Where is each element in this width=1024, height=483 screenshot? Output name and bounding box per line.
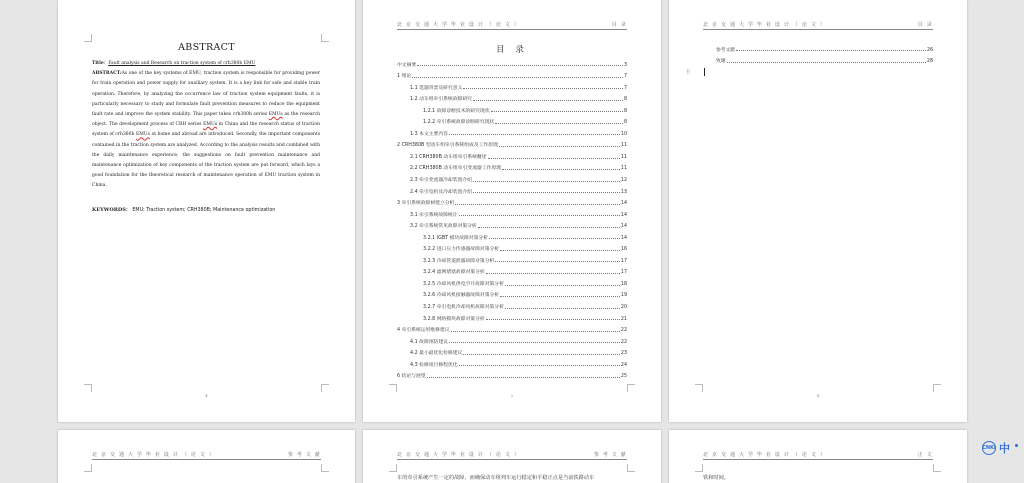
toc-entry[interactable] — [397, 287, 627, 299]
corner-mark — [695, 384, 703, 392]
toc-entry-label: 3.1 牵引系统故障统计 — [410, 212, 458, 218]
toc-entry-page: 11 — [620, 154, 627, 160]
toc-entry-page: 10 — [620, 131, 627, 137]
toc-leader-dots — [505, 308, 620, 309]
header-section: 参 考 文 献 — [593, 452, 627, 458]
body-text[interactable]: 车的牵引系统产生一定的故障，而确保动车组列车运行稳定和平稳正点是当前铁路动车 — [397, 475, 595, 481]
corner-mark — [627, 384, 635, 392]
toc-entry[interactable] — [397, 298, 627, 310]
header-school: 北 京 交 通 大 学 毕 业 设 计 （ 论 文 ） — [92, 452, 216, 458]
toc-entry-page: 16 — [620, 247, 627, 253]
toc-entry[interactable] — [703, 53, 933, 65]
toc-leader-dots — [473, 192, 620, 193]
toc-entry-label: 4.3 检修项目修程优化 — [410, 362, 458, 368]
toc-entry-page: 11 — [620, 143, 627, 149]
toc-list — [397, 56, 627, 379]
toc-entry[interactable] — [397, 79, 627, 91]
page-header — [92, 451, 321, 460]
header-school: 北 京 交 通 大 学 毕 业 设 计 （ 论 文 ） — [703, 452, 827, 458]
toc-leader-dots — [459, 365, 620, 366]
toc-leader-dots — [486, 273, 620, 274]
toc-entry-label: 3.2.5 冷却风机供电空开故障对策分析 — [423, 281, 504, 287]
page-number: 4 — [816, 393, 820, 398]
toc-leader-dots — [451, 331, 620, 332]
page-body — [669, 430, 967, 483]
toc-title: 目 录 — [496, 45, 528, 55]
header-section: 正 文 — [917, 452, 933, 458]
page-abstract — [58, 0, 355, 422]
toc-entry[interactable] — [397, 322, 627, 334]
toc-leader-dots — [500, 296, 620, 297]
title-line: Title：Fault analysis and Research on traction system of crh380b EMU — [92, 61, 256, 66]
header-section: 参 考 文 献 — [287, 452, 321, 458]
toc-entry-label: 2 CRH380B 型动车组牵引系统组成及工作原理 — [397, 143, 498, 149]
toc-leader-dots — [473, 100, 623, 101]
toc-entry-label: 3.2 牵引系统常见故障对策分析 — [410, 224, 477, 230]
toc-entry-label: 3 牵引系统故障树建立分析 — [397, 201, 455, 207]
toc-entry[interactable] — [397, 310, 627, 322]
corner-mark — [389, 384, 397, 392]
header-section: 目 录 — [611, 22, 627, 28]
page-number: 4 — [205, 393, 208, 398]
keywords-line: KEYWORDS： EMU; Traction system; CRH380B; Maintenance optimization — [92, 207, 276, 213]
toc-entry[interactable] — [397, 275, 627, 287]
toc-entry-page: 8 — [623, 97, 627, 103]
toc-entry-label: 1.2.1 故障诊断技术的研究现状 — [423, 108, 490, 114]
toc-entry[interactable] — [397, 218, 627, 230]
toc-entry-label: 3.2.2 进口压力传感器故障对策分析 — [423, 247, 500, 253]
toc-entry[interactable] — [397, 345, 627, 357]
toc-entry-page: 12 — [620, 178, 627, 184]
toc-entry-page: 26 — [926, 47, 933, 53]
toc-entry-label: 3.2.8 网络模块故障对策分析 — [423, 316, 485, 322]
page-body — [363, 430, 661, 483]
toc-entry[interactable] — [397, 160, 627, 172]
toc-leader-dots — [495, 261, 620, 262]
toc-leader-dots — [463, 88, 623, 89]
toc-entry-page: 20 — [620, 305, 627, 311]
toc-entry[interactable] — [397, 264, 627, 276]
toc-entry-label: 参考文献 — [716, 47, 736, 53]
toc-entry-page: 22 — [620, 328, 627, 334]
toc-entry[interactable] — [397, 68, 627, 80]
toc-list — [703, 41, 933, 64]
page-header — [397, 21, 627, 30]
toc-entry-label: 1.2 动车组牵引系统故障研究 — [410, 97, 472, 103]
corner-mark — [933, 384, 941, 392]
toc-leader-dots — [449, 134, 620, 135]
toc-entry-page: 22 — [620, 339, 627, 345]
toc-entry[interactable] — [397, 102, 627, 114]
toc-entry-label: 1 绪论 — [397, 74, 412, 80]
toc-leader-dots — [488, 158, 620, 159]
toc-entry-label: 3.2.7 牵引电机冷却风机故障对策分析 — [423, 305, 504, 311]
floating-tool-badge[interactable] — [982, 440, 1018, 456]
toc-entry-label: 1.3 本文主要内容 — [410, 131, 448, 137]
toc-entry-label: 2.1 CRH380B 动车组牵引系统概述 — [410, 154, 487, 160]
toc-entry[interactable] — [397, 91, 627, 103]
header-school: 北 京 交 通 大 学 毕 业 设 计 （ 论 文 ） — [397, 452, 521, 458]
corner-mark — [695, 464, 703, 472]
abstract-title: ABSTRACT — [178, 42, 235, 53]
toc-entry-label: 3.2.1 IGBT 模块故障对策分析 — [423, 235, 488, 241]
toc-leader-dots — [502, 169, 620, 170]
toc-entry[interactable] — [397, 206, 627, 218]
toc-leader-dots — [489, 238, 620, 239]
toc-entry-label: 1.2.2 牵引系统故障诊断研究现状 — [423, 120, 495, 126]
page-toc — [363, 0, 661, 422]
toc-entry-page: 3 — [623, 62, 627, 68]
header-school: 北 京 交 通 大 学 毕 业 设 计 （ 论 文 ） — [397, 22, 521, 28]
toc-leader-dots — [499, 146, 620, 147]
toc-entry[interactable] — [397, 368, 627, 380]
abstract-body[interactable] — [92, 59, 320, 192]
toc-entry-page: 14 — [620, 235, 627, 241]
abstract-paragraph: ABSTRACT:As one of the key systems of EMU, traction system is responsible for providing power for train operation and power supply for auxiliary system. It is a key link for safe and stable train operation. Therefore, by analyzing the occurrence law of traction system equipment faults, it is particularly necessary to study and formulate fault prevention measures to reduce the equipment fault rate and improve the system stability. This paper takes crh380b series EMUs as the research object. The development process of CRH series EMUs in China and the research status of traction system of crh380b EMUs at home and abroad are introduced. Secondly, the important components contained in the traction system are analyzed. According to the analysis results and combined with the daily maintenance experience, the suggestions on fault prevention maintenance and maintenance optimization of key components of the traction system are put forward, which lays a good foundation for the theoretical research of maintenance operation of EMU traction system in China. — [92, 71, 321, 189]
toc-entry-page: 18 — [620, 281, 627, 287]
corner-mark — [321, 34, 329, 42]
toc-entry-label: 2.2 CRH380B 动车组牵引变流器工作原理 — [410, 166, 501, 172]
toc-entry[interactable] — [397, 148, 627, 160]
corner-mark — [84, 34, 92, 42]
toc-leader-dots — [463, 354, 620, 355]
toc-entry-page: 14 — [620, 212, 627, 218]
toc-leader-dots — [500, 250, 620, 251]
toc-entry[interactable] — [397, 241, 627, 253]
toc-leader-dots — [449, 342, 620, 343]
toc-leader-dots — [491, 111, 623, 112]
toc-entry-label: 4 牵引系统运用维修建议 — [397, 328, 450, 334]
toc-entry-page: 17 — [620, 270, 627, 276]
header-school: 北 京 交 通 大 学 毕 业 设 计 （ 论 文 ） — [703, 22, 827, 28]
language-badge-label[interactable]: 中 — [999, 442, 1010, 455]
corner-mark — [933, 464, 941, 472]
toc-entry-page: 25 — [620, 374, 627, 380]
text-cursor — [704, 68, 705, 76]
toc-entry-page: 7 — [623, 74, 627, 80]
toc-leader-dots — [736, 50, 926, 51]
corner-mark — [84, 464, 92, 472]
toc-entry-page: 7 — [623, 85, 627, 91]
body-text[interactable]: 铁和时间。 — [703, 475, 729, 481]
toc-entry-label: 中文摘要 — [397, 62, 417, 68]
toc-entry-label: 3.2.3 冷却管道泄露故障对策分析 — [423, 258, 495, 264]
toc-entry-page: 13 — [620, 189, 627, 195]
toc-entry-page: 8 — [623, 120, 627, 126]
toc-entry-label: 致谢 — [716, 59, 726, 65]
toc-entry-label: 2.4 牵引电机及冷却装置介绍 — [410, 189, 472, 195]
badge-dot-icon — [1015, 444, 1018, 447]
toc-entry[interactable] — [397, 56, 627, 68]
toc-entry-label: 4.1 故障预防建议 — [410, 339, 448, 345]
toc-leader-dots — [412, 77, 623, 78]
toc-entry[interactable] — [703, 41, 933, 53]
cnki-logo-icon[interactable]: CNKI — [982, 441, 996, 455]
toc-entry-page: 21 — [620, 316, 627, 322]
page-header — [397, 451, 627, 460]
corner-mark — [389, 464, 397, 472]
page-references — [58, 430, 355, 483]
toc-leader-dots — [505, 285, 620, 286]
keywords-value: EMU; Traction system; CRH380B; Maintenance optimization — [132, 208, 276, 213]
header-section: 目 录 — [917, 22, 933, 28]
page-header — [703, 451, 933, 460]
toc-entry[interactable] — [397, 137, 627, 149]
toc-leader-dots — [473, 181, 620, 182]
toc-entry-page: 8 — [623, 108, 627, 114]
corner-mark — [321, 464, 329, 472]
toc-entry-page: 14 — [620, 201, 627, 207]
toc-leader-dots — [486, 319, 620, 320]
corner-mark — [627, 464, 635, 472]
toc-leader-dots — [727, 62, 926, 63]
toc-entry-label: 1.1 选题背景及研究意义 — [410, 85, 463, 91]
toc-entry-label: 2.3 牵引变流器冷却装置介绍 — [410, 178, 472, 184]
toc-entry-label: 6 结论与展望 — [397, 374, 426, 380]
toc-entry[interactable] — [397, 356, 627, 368]
toc-entry-page: 19 — [620, 293, 627, 299]
toc-leader-dots — [427, 377, 620, 378]
toc-entry-label: 3.2.4 滤网堵塞故障对策分析 — [423, 270, 485, 276]
corner-mark — [321, 384, 329, 392]
toc-entry[interactable] — [397, 125, 627, 137]
thesis-title-en: Fault analysis and Research on traction system of crh380b EMU — [108, 61, 256, 66]
corner-mark — [84, 384, 92, 392]
toc-entry-page: 28 — [926, 59, 933, 65]
toc-entry[interactable] — [397, 229, 627, 241]
toc-leader-dots — [417, 65, 623, 66]
page-number: 2 — [510, 393, 514, 398]
toc-entry[interactable] — [397, 333, 627, 345]
page-header — [703, 21, 933, 30]
toc-entry[interactable] — [397, 195, 627, 207]
page-toc-continued — [669, 0, 967, 422]
toc-entry[interactable] — [397, 252, 627, 264]
toc-entry-label: 4.2 最小最优化检修建议 — [410, 351, 463, 357]
toc-entry[interactable] — [397, 183, 627, 195]
toc-leader-dots — [459, 215, 620, 216]
toc-entry-page: 11 — [620, 166, 627, 172]
toc-entry[interactable] — [397, 171, 627, 183]
toc-entry-page: 14 — [620, 224, 627, 230]
toc-entry-label: 3.2.6 冷却风机接触器故障对策分析 — [423, 293, 500, 299]
toc-entry[interactable] — [397, 114, 627, 126]
toc-leader-dots — [455, 204, 620, 205]
toc-leader-dots — [495, 123, 623, 124]
toc-entry-page: 17 — [620, 258, 627, 264]
toc-entry-page: 24 — [620, 362, 627, 368]
toc-entry-page: 23 — [620, 351, 627, 357]
toc-leader-dots — [478, 227, 620, 228]
drag-handle-icon[interactable]: ⠿ — [686, 69, 691, 76]
